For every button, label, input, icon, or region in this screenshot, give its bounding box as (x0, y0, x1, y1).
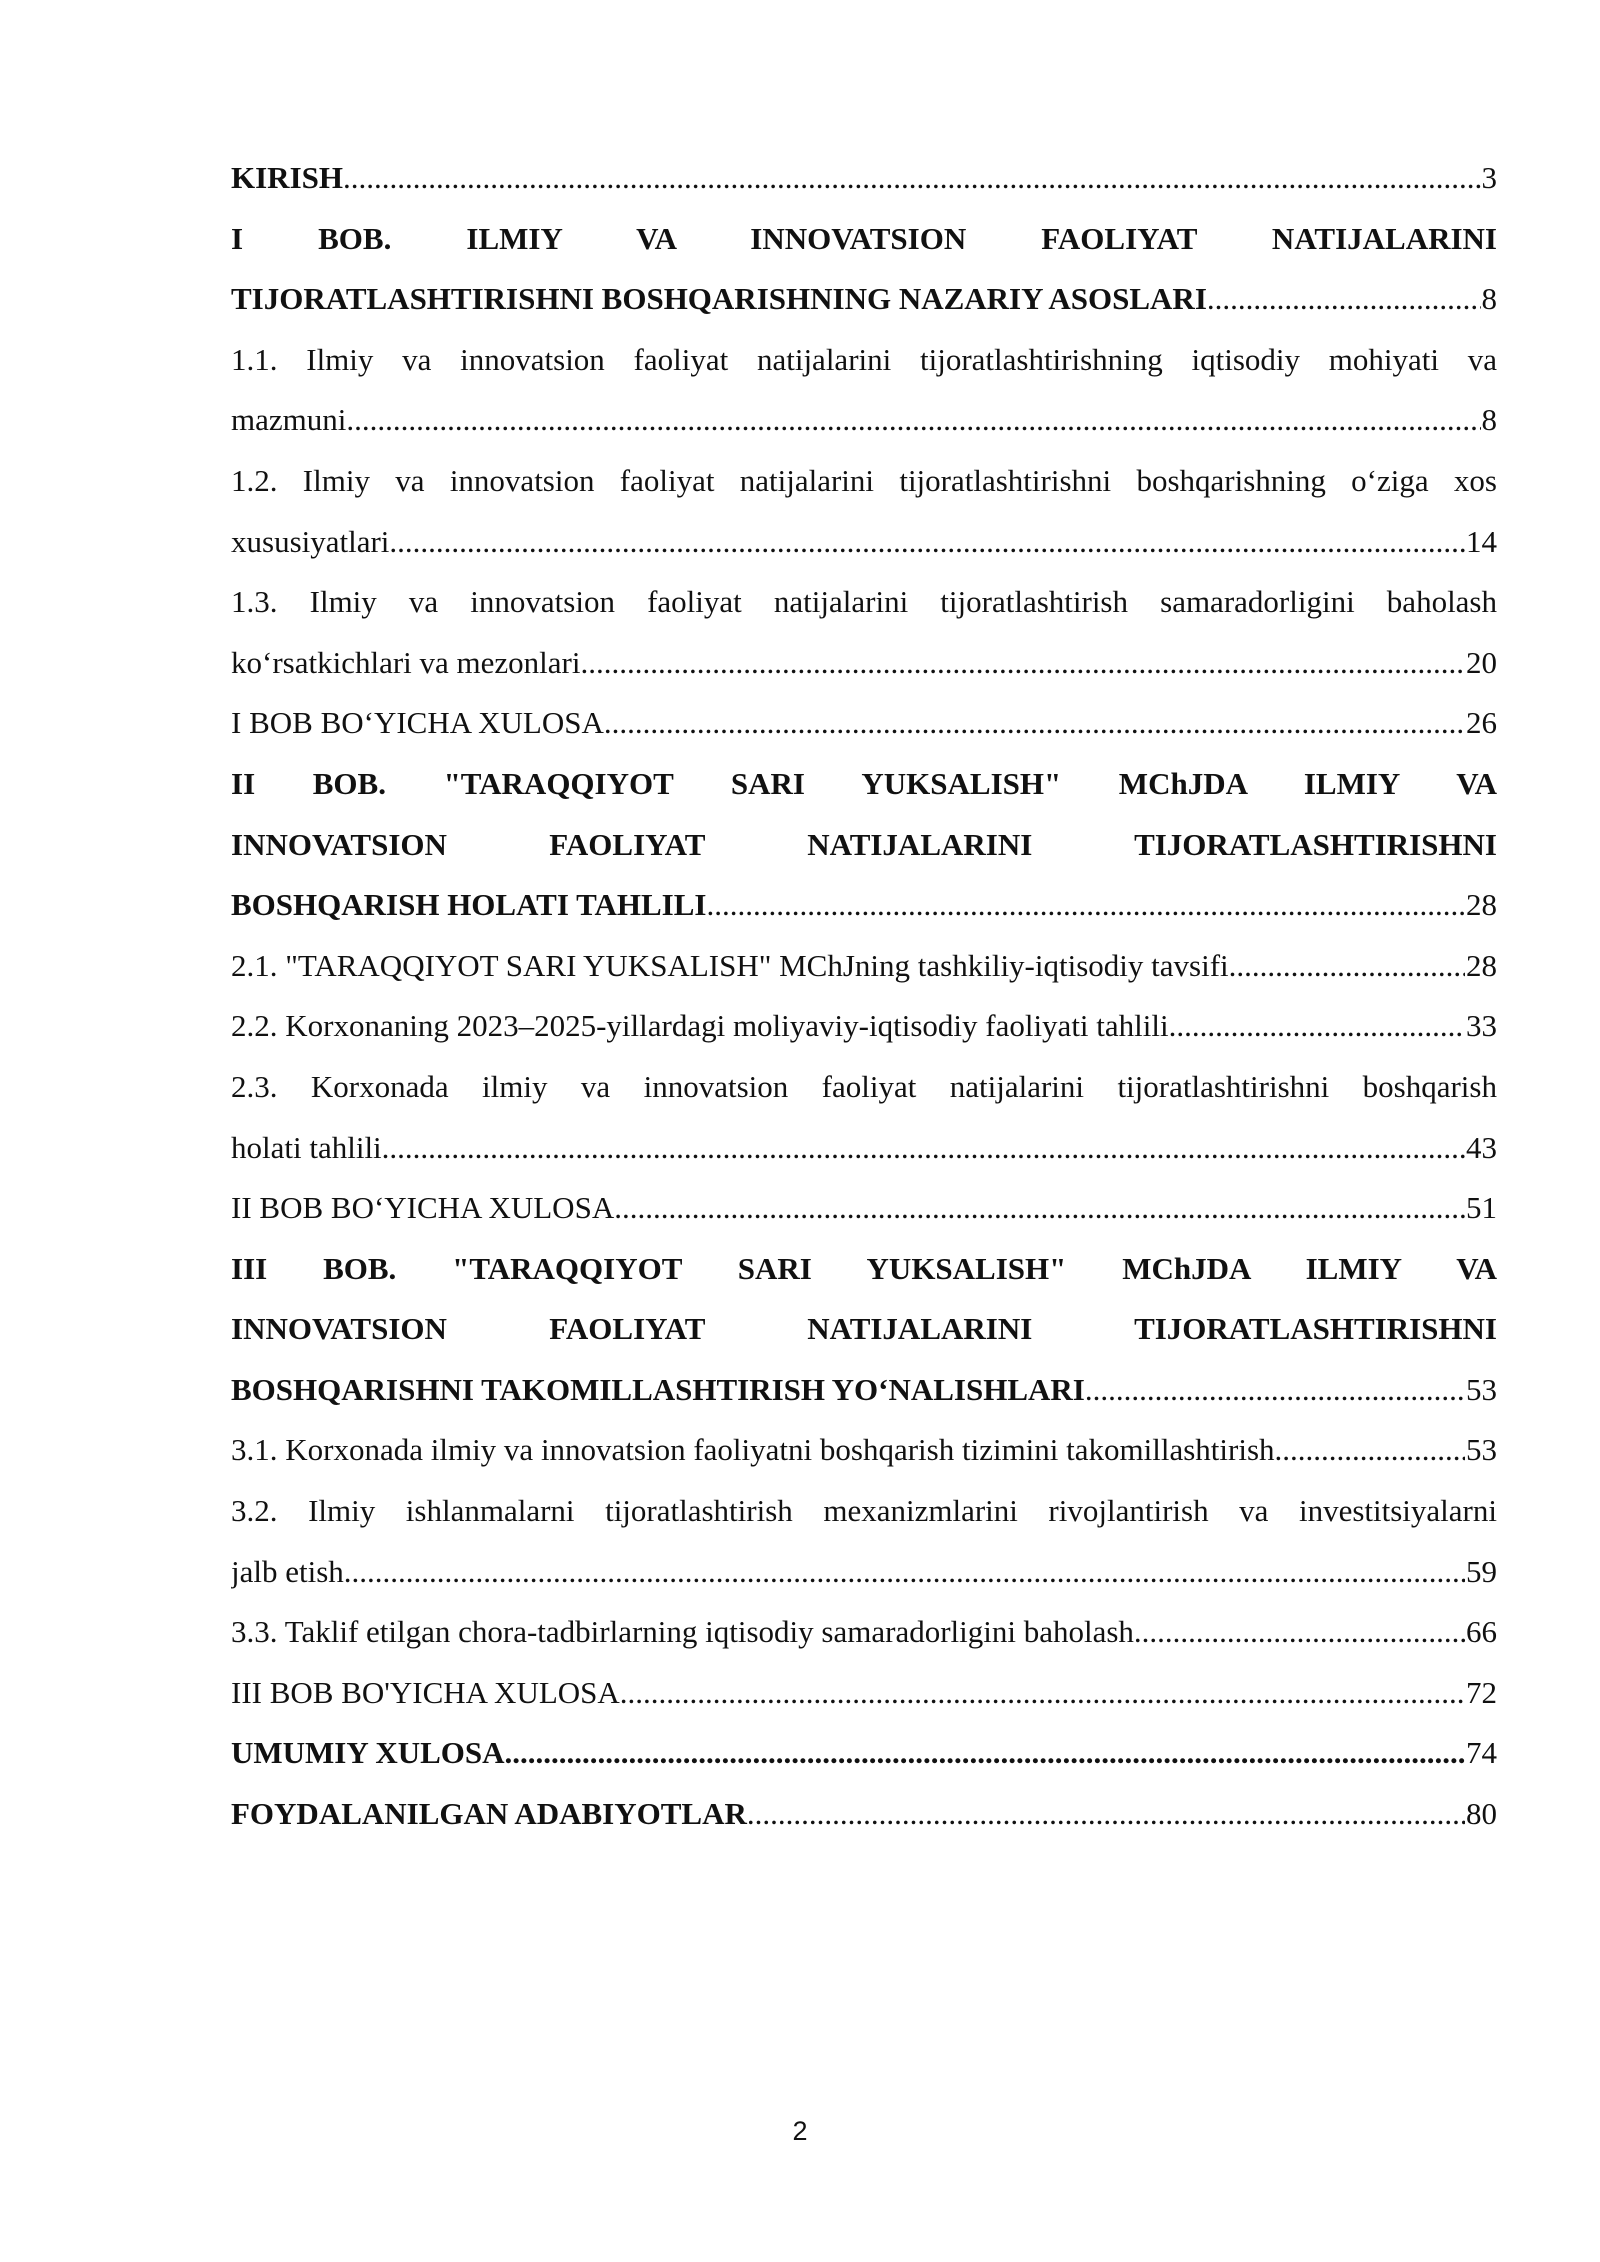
dot-leader (1085, 1360, 1465, 1421)
toc-entry-last-line (231, 1178, 1497, 1239)
toc-page-number: 72 (1466, 1674, 1497, 1710)
toc-page-number: 8 (1481, 281, 1497, 317)
page-number: 2 (792, 2116, 808, 2146)
toc-entry[interactable] (231, 1723, 1497, 1784)
toc-entry-title: 2.2. Korxonaning 2023–2025-yillardagi moliyaviy-iqtisodiy faoliyati tahlili (231, 1008, 1169, 1044)
dot-leader (1229, 936, 1465, 997)
toc-entry[interactable] (231, 148, 1497, 209)
dot-leader (343, 148, 1481, 209)
toc-entry-title: UMUMIY XULOSA (231, 1735, 505, 1771)
dot-leader (620, 1663, 1465, 1724)
dot-leader (505, 1723, 1465, 1784)
toc-entry[interactable] (231, 936, 1497, 997)
toc-entry-last-line (231, 875, 1497, 936)
toc-entry-last-line (231, 390, 1497, 451)
toc-page-number: 3 (1481, 160, 1497, 195)
toc-entry-last-line (231, 693, 1497, 754)
toc-entry-title: mazmuni (231, 402, 347, 438)
toc-entry-last-line (231, 633, 1497, 694)
toc-entry-title: TIJORATLASHTIRISHNI BOSHQARISHNING NAZARIY ASOSLARI (231, 281, 1207, 317)
toc-entry-last-line (231, 1784, 1497, 1845)
toc-entry-last-line (231, 1602, 1497, 1663)
toc-page-number: 28 (1466, 947, 1497, 983)
toc-page-number: 53 (1466, 1371, 1497, 1407)
toc-entry-title: KIRISH (231, 160, 343, 195)
toc-entry-title-line: 2.3. Korxonada ilmiy va innovatsion faoliyat natijalarini tijoratlashtirishni boshqarish (231, 1068, 1497, 1104)
dot-leader (747, 1784, 1465, 1845)
toc-entry-title: FOYDALANILGAN ADABIYOTLAR (231, 1796, 747, 1832)
toc-entry[interactable] (231, 209, 1497, 330)
toc-entry-last-line (231, 1542, 1497, 1603)
toc-entry[interactable] (231, 1481, 1497, 1602)
toc-entry-title-line: INNOVATSION FAOLIYAT NATIJALARINI TIJORATLASHTIRISHNI (231, 1311, 1497, 1347)
toc-page-number: 43 (1466, 1129, 1497, 1165)
toc-entry-last-line (231, 1420, 1497, 1481)
toc-entry-title: 2.1. "TARAQQIYOT SARI YUKSALISH" MChJning tashkiliy-iqtisodiy tavsifi (231, 947, 1229, 983)
toc-entry-title-line: II BOB. "TARAQQIYOT SARI YUKSALISH" MChJDA ILMIY VA (231, 765, 1497, 801)
dot-leader (1134, 1602, 1465, 1663)
dot-leader (604, 693, 1465, 754)
toc-entry-title: 3.3. Taklif etilgan chora-tadbirlarning iqtisodiy samaradorligini baholash (231, 1614, 1134, 1650)
toc-page-number: 51 (1466, 1190, 1497, 1226)
toc-entry-title: BOSHQARISH HOLATI TAHLILI (231, 887, 707, 923)
toc-entry-title: holati tahlili (231, 1129, 382, 1165)
toc-entry-title: II BOB BO‘YICHA XULOSA (231, 1190, 615, 1226)
dot-leader (1275, 1420, 1465, 1481)
dot-leader (382, 1118, 1465, 1179)
toc-page-number: 53 (1466, 1432, 1497, 1468)
toc-page-number: 33 (1466, 1008, 1497, 1044)
toc-entry-title: I BOB BO‘YICHA XULOSA (231, 705, 604, 741)
toc-entry-last-line (231, 996, 1497, 1057)
toc-entry[interactable] (231, 451, 1497, 572)
toc-page-number: 14 (1466, 523, 1497, 559)
toc-entry-last-line (231, 1663, 1497, 1724)
dot-leader (1207, 269, 1481, 330)
toc-page-number: 80 (1466, 1796, 1497, 1832)
toc-entry-title-line: 1.1. Ilmiy va innovatsion faoliyat natijalarini tijoratlashtirishning iqtisodiy mohiyati va (231, 341, 1497, 377)
toc-entry[interactable] (231, 693, 1497, 754)
toc-entry[interactable] (231, 1602, 1497, 1663)
toc-entry[interactable] (231, 1239, 1497, 1421)
toc-entry-last-line (231, 1360, 1497, 1421)
toc-entry-title-line: 1.2. Ilmiy va innovatsion faoliyat natijalarini tijoratlashtirishni boshqarishning o‘ziga xos (231, 462, 1497, 498)
toc-entry-title: xususiyatlari (231, 523, 390, 559)
toc-entry-title: ko‘rsatkichlari va mezonlari (231, 644, 581, 680)
toc-page-number: 20 (1466, 644, 1497, 680)
toc-page-number: 8 (1481, 402, 1497, 438)
toc-entry-title: III BOB BO'YICHA XULOSA (231, 1674, 620, 1710)
toc-entry[interactable] (231, 1784, 1497, 1845)
toc-entry-title-line: III BOB. "TARAQQIYOT SARI YUKSALISH" MChJDA ILMIY VA (231, 1250, 1497, 1286)
toc-entry-title-line: 1.3. Ilmiy va innovatsion faoliyat natijalarini tijoratlashtirish samaradorligini baholash (231, 584, 1497, 620)
dot-leader (1169, 996, 1465, 1057)
dot-leader (706, 875, 1465, 936)
dot-leader (344, 1542, 1465, 1603)
toc-entry-last-line (231, 269, 1497, 330)
toc-entry-title-line: I BOB. ILMIY VA INNOVATSION FAOLIYAT NATIJALARINI (231, 220, 1497, 256)
toc-entry[interactable] (231, 996, 1497, 1057)
toc-entry[interactable] (231, 1420, 1497, 1481)
toc-entry-title: BOSHQARISHNI TAKOMILLASHTIRISH YO‘NALISHLARI (231, 1371, 1085, 1407)
toc-page-number: 74 (1466, 1735, 1497, 1771)
toc-entry-title-line: INNOVATSION FAOLIYAT NATIJALARINI TIJORATLASHTIRISHNI (231, 826, 1497, 862)
toc-entry-title: 3.1. Korxonada ilmiy va innovatsion faoliyatni boshqarish tizimini takomillashtirish (231, 1432, 1275, 1468)
toc-entry-title-line: 3.2. Ilmiy ishlanmalarni tijoratlashtirish mexanizmlarini rivojlantirish va investitsiyalarni (231, 1493, 1497, 1529)
toc-page-number: 66 (1466, 1614, 1497, 1650)
toc-entry-last-line (231, 1118, 1497, 1179)
toc-entry[interactable] (231, 1178, 1497, 1239)
table-of-contents (231, 148, 1497, 1845)
toc-entry-last-line (231, 512, 1497, 573)
toc-page-number: 59 (1466, 1553, 1497, 1589)
toc-entry-last-line (231, 936, 1497, 997)
toc-page-number: 28 (1466, 887, 1497, 923)
dot-leader (346, 390, 1480, 451)
toc-entry[interactable] (231, 1057, 1497, 1178)
dot-leader (614, 1178, 1465, 1239)
toc-entry[interactable] (231, 754, 1497, 936)
toc-entry-last-line (231, 1723, 1497, 1784)
toc-entry[interactable] (231, 1663, 1497, 1724)
toc-entry-last-line (231, 148, 1497, 209)
toc-entry[interactable] (231, 572, 1497, 693)
dot-leader (389, 512, 1465, 573)
toc-entry[interactable] (231, 330, 1497, 451)
toc-entry-title: jalb etish (231, 1553, 344, 1589)
toc-page-number: 26 (1466, 705, 1497, 741)
dot-leader (580, 633, 1465, 694)
